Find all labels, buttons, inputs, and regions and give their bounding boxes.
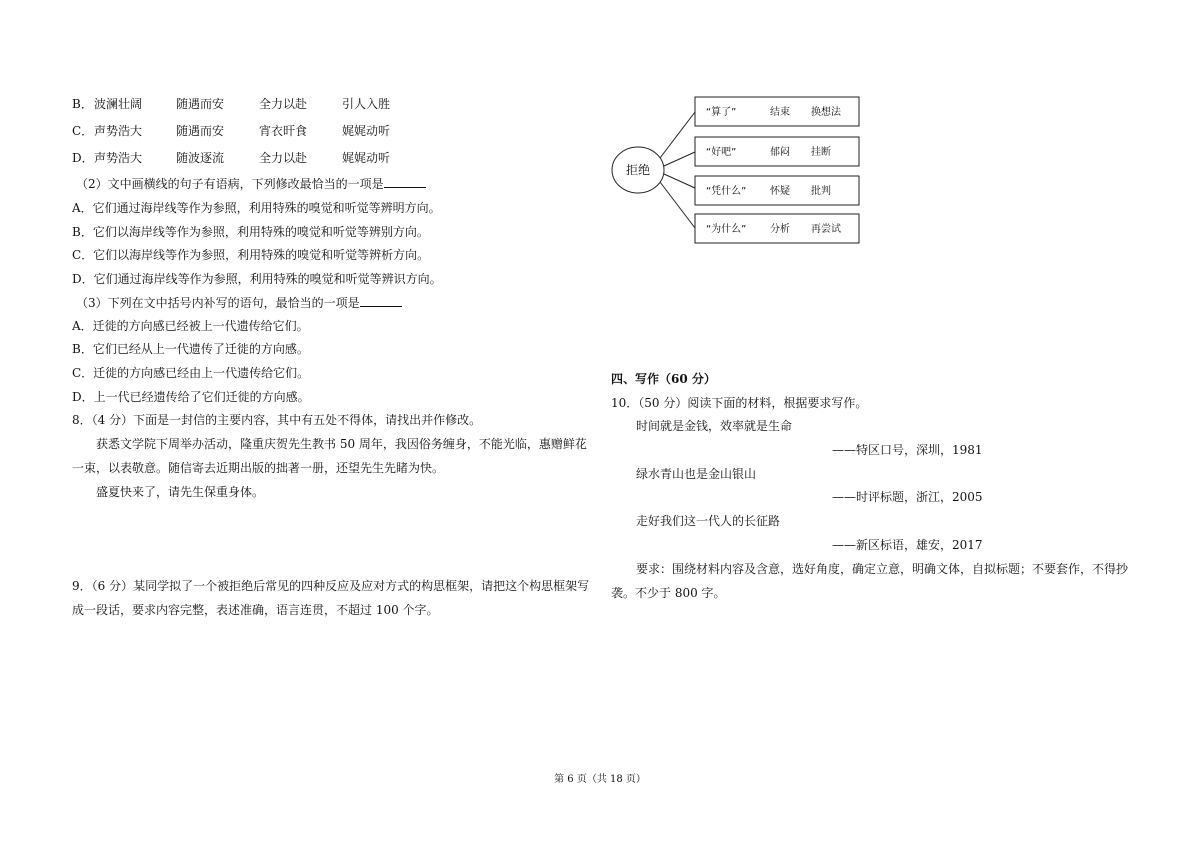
q7-sub3-option-d: D．上一代已经遗传给了它们迁徙的方向感。 — [72, 390, 310, 404]
option-word: 全力以赴 — [259, 151, 308, 165]
q10-requirements-continued: 袭。不少于 800 字。 — [611, 586, 726, 600]
answer-blank — [384, 176, 426, 188]
section-4-title: 四、写作（60 分） — [611, 372, 716, 386]
q9-stem-continued: 成一段话，要求内容完整，表述准确，语言连贯，不超过 100 个字。 — [72, 603, 439, 617]
q10-stem: 10．（50 分）阅读下面的材料，根据要求写作。 — [611, 396, 868, 410]
q8-letter-line: 一束，以表敬意。随信寄去近期出版的拙著一册，还望先生先睹为快。 — [72, 461, 445, 475]
page-number: 第 6 页（共 18 页） — [554, 774, 646, 785]
box-quote: “好吧” — [706, 147, 737, 158]
q7-sub3-option-b: B．它们已经从上一代遗传了迁徙的方向感。 — [72, 342, 309, 356]
box-response: 批判 — [811, 186, 831, 197]
material-source: ——新区标语，雄安，2017 — [832, 538, 983, 552]
material-text: 绿水青山也是金山银山 — [636, 467, 757, 481]
option-word: 随遇而安 — [176, 97, 225, 111]
option-label: D． — [72, 151, 94, 165]
option-word: 娓娓动听 — [342, 151, 391, 165]
box-reaction: 怀疑 — [770, 186, 790, 197]
q9-stem: 9．（6 分）某同学拟了一个被拒绝后常见的四种反应及应对方式的构思框架，请把这个构思框架写 — [72, 579, 590, 593]
q7-sub2-option-b: B．它们以海岸线等作为参照，利用特殊的嗅觉和听觉等辨别方向。 — [72, 225, 429, 239]
box-response: 换想法 — [811, 107, 841, 118]
q7-sub2-option-c: C．它们以海岸线等作为参照，利用特殊的嗅觉和听觉等辨析方向。 — [72, 248, 430, 262]
q7-option-c — [72, 123, 472, 139]
q7-option-d — [72, 150, 472, 166]
option-word: 随遇而安 — [176, 124, 225, 138]
answer-blank — [360, 295, 402, 307]
q7-sub3-stem — [76, 295, 402, 311]
stem-text: （3）下列在文中括号内补写的语句，最恰当的一项是 — [76, 296, 360, 310]
q8-letter-line: 盛夏快来了，请先生保重身体。 — [96, 485, 265, 499]
q7-sub3-option-c: C．迁徙的方向感已经由上一代遗传给它们。 — [72, 366, 310, 380]
connector-line — [660, 112, 695, 158]
option-label: B． — [72, 97, 93, 111]
box-quote: “凭什么” — [706, 186, 747, 197]
box-reaction: 结束 — [770, 107, 790, 118]
option-word: 波澜壮阔 — [94, 97, 143, 111]
box-quote: “算了” — [706, 107, 737, 118]
q7-option-b — [72, 96, 472, 112]
option-word: 声势浩大 — [94, 151, 143, 165]
q7-sub2-option-a: A．它们通过海岸线等作为参照，利用特殊的嗅觉和听觉等辨明方向。 — [72, 201, 441, 215]
q7-sub3-option-a: A．迁徙的方向感已经被上一代遗传给它们。 — [72, 319, 309, 333]
material-text: 时间就是金钱，效率就是生命 — [636, 419, 793, 433]
connector-line — [664, 152, 695, 166]
box-response: 再尝试 — [811, 224, 841, 235]
option-word: 全力以赴 — [259, 97, 308, 111]
q7-sub2-option-d: D．它们通过海岸线等作为参照，利用特殊的嗅觉和听觉等辨识方向。 — [72, 272, 442, 286]
q8-letter-line: 获悉文学院下周举办活动，隆重庆贺先生教书 50 周年，我因俗务缠身，不能光临，惠赠鲜花 — [96, 437, 587, 451]
option-word: 声势浩大 — [94, 124, 143, 138]
q7-sub2-stem — [76, 176, 426, 192]
q8-stem: 8．（4 分）下面是一封信的主要内容，其中有五处不得体，请找出并作修改。 — [72, 413, 482, 427]
material-source: ——时评标题，浙江，2005 — [832, 490, 983, 504]
rejection-diagram — [600, 90, 870, 250]
box-reaction: 分析 — [770, 224, 790, 235]
material-source: ——特区口号，深圳，1981 — [832, 443, 983, 457]
q10-requirements: 要求：围绕材料内容及含意，选好角度，确定立意，明确文体，自拟标题；不要套作，不得抄 — [636, 562, 1129, 576]
box-quote: “为什么” — [706, 224, 747, 235]
connector-line — [660, 182, 695, 228]
option-word: 娓娓动听 — [342, 124, 391, 138]
material-text: 走好我们这一代人的长征路 — [636, 514, 781, 528]
option-word: 随波逐流 — [176, 151, 225, 165]
option-word: 宵衣旰食 — [259, 124, 308, 138]
connector-line — [664, 174, 695, 188]
center-label: 拒绝 — [625, 163, 651, 177]
box-response: 挂断 — [811, 147, 831, 158]
stem-text: （2）文中画横线的句子有语病，下列修改最恰当的一项是 — [76, 177, 384, 191]
box-reaction: 郁闷 — [770, 147, 790, 158]
option-label: C． — [72, 124, 94, 138]
option-word: 引人入胜 — [342, 97, 391, 111]
